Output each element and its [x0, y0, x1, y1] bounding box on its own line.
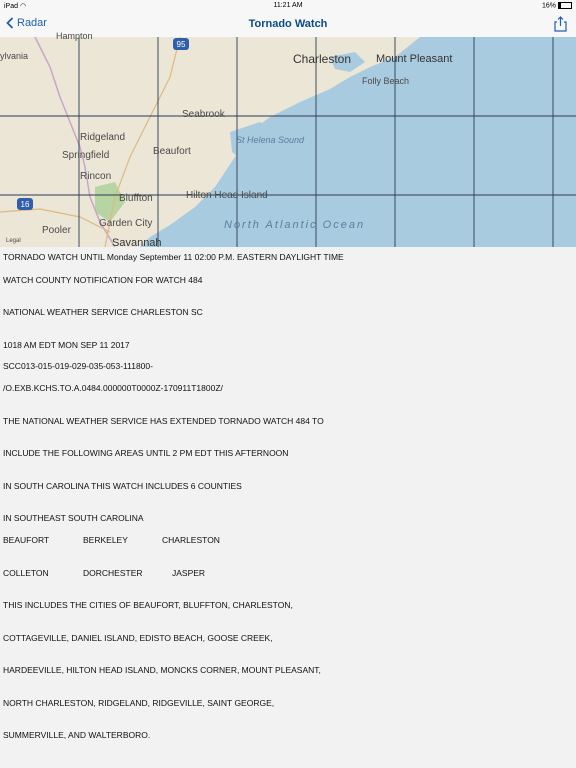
bulletin-line: COTTAGEVILLE, DANIEL ISLAND, EDISTO BEACH, GOOSE CREEK,	[3, 633, 273, 643]
wifi-icon: ◠	[19, 3, 27, 10]
bulletin-line: SCC013-015-019-029-035-053-111800-	[3, 361, 153, 371]
label-savannah: Savannah	[112, 237, 162, 249]
page-title: Tornado Watch	[248, 18, 328, 30]
bulletin-line: WATCH COUNTY NOTIFICATION FOR WATCH 484	[3, 275, 203, 285]
bulletin-line: IN SOUTH CAROLINA THIS WATCH INCLUDES 6 COUNTIES	[3, 481, 242, 491]
label-st-helena-sound: St Helena Sound	[236, 135, 305, 145]
county-name: DORCHESTER	[83, 568, 143, 578]
county-name: COLLETON	[3, 568, 49, 578]
label-seabrook: Seabrook	[182, 109, 225, 120]
interstate-16-shield	[17, 198, 33, 210]
county-name: BEAUFORT	[3, 535, 50, 545]
bulletin-line: THIS INCLUDES THE CITIES OF BEAUFORT, BLUFFTON, CHARLESTON,	[3, 600, 293, 610]
label-garden-city: Garden City	[99, 218, 153, 229]
bulletin-line: NORTH CHARLESTON, RIDGELAND, RIDGEVILLE, SAINT GEORGE,	[3, 698, 275, 708]
label-legal[interactable]: Legal	[6, 238, 21, 244]
svg-text:16: 16	[20, 200, 30, 209]
bulletin-line: HARDEEVILLE, HILTON HEAD ISLAND, MONCKS CORNER, MOUNT PLEASANT,	[3, 665, 321, 675]
label-hilton-head: Hilton Head Island	[186, 190, 268, 201]
bulletin-line: /O.EXB.KCHS.TO.A.0484.000000T0000Z-170911T1800Z/	[3, 383, 223, 393]
label-bluffton: Bluffton	[119, 193, 153, 204]
label-pooler: Pooler	[42, 225, 71, 236]
label-sylvania: ylvania	[0, 51, 29, 61]
label-rincon: Rincon	[80, 171, 112, 182]
bulletin-line: IN SOUTHEAST SOUTH CAROLINA	[3, 513, 144, 523]
status-time: 11:21 AM	[273, 2, 303, 9]
bulletin-line: SUMMERVILLE, AND WALTERBORO.	[3, 730, 151, 740]
label-springfield: Springfield	[62, 150, 110, 161]
bulletin-line: NATIONAL WEATHER SERVICE CHARLESTON SC	[3, 307, 203, 317]
label-hampton: Hampton	[56, 31, 93, 41]
county-name: BERKELEY	[83, 535, 128, 545]
bulletin-line: 1018 AM EDT MON SEP 11 2017	[3, 340, 130, 350]
label-north-atlantic-ocean: North Atlantic Ocean	[224, 219, 366, 231]
bulletin-line: THE NATIONAL WEATHER SERVICE HAS EXTENDED TORNADO WATCH 484 TO	[3, 416, 324, 426]
battery-icon	[558, 2, 572, 9]
label-ridgeland: Ridgeland	[80, 132, 126, 143]
battery-indicator: 16%	[542, 2, 572, 9]
back-label: Radar	[17, 17, 47, 29]
device-label: iPad ◠	[4, 3, 27, 10]
radar-map[interactable]	[0, 31, 576, 249]
county-name: JASPER	[172, 568, 206, 578]
status-bar	[0, 0, 576, 12]
county-name: CHARLESTON	[162, 535, 220, 545]
label-charleston: Charleston	[293, 52, 352, 66]
share-button[interactable]	[554, 16, 567, 37]
label-folly-beach: Folly Beach	[362, 76, 410, 86]
interstate-95-shield	[173, 38, 189, 50]
label-mount-pleasant: Mount Pleasant	[376, 53, 453, 65]
bulletin-line: INCLUDE THE FOLLOWING AREAS UNTIL 2 PM EDT THIS AFTERNOON	[3, 448, 289, 458]
label-beaufort: Beaufort	[153, 146, 191, 157]
bulletin-header: TORNADO WATCH UNTIL Monday September 11 02:00 P.M. EASTERN DAYLIGHT TIME	[3, 252, 344, 262]
svg-text:95: 95	[176, 40, 186, 49]
share-icon	[554, 16, 567, 32]
